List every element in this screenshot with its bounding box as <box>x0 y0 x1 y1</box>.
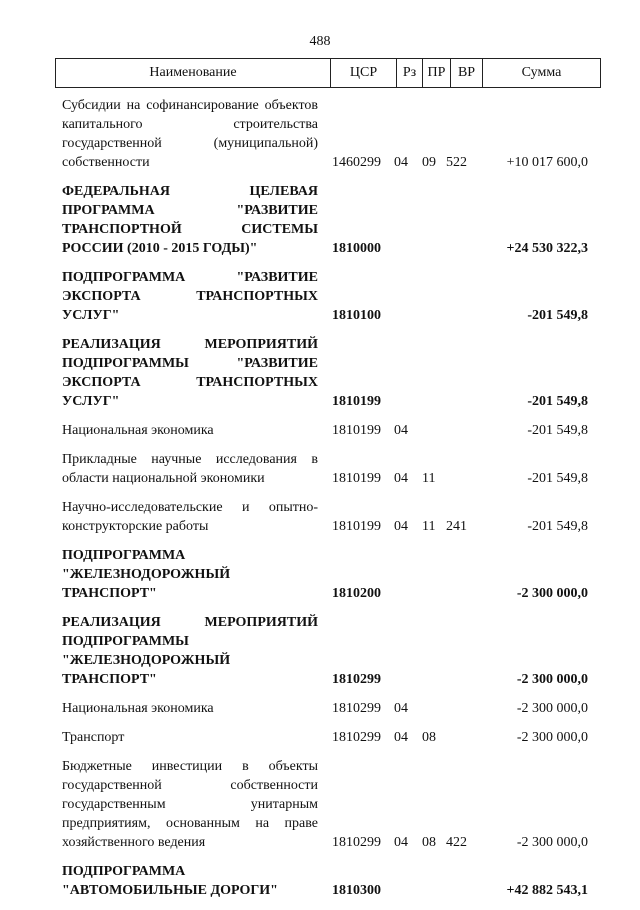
row-sum: +10 017 600,0 <box>506 155 588 170</box>
row-name: Научно-исследовательские и опытно-конструкторские работы <box>62 500 318 534</box>
row-csr: 1810100 <box>332 308 381 323</box>
row-name: Транспорт <box>62 730 125 745</box>
row-rz: 04 <box>394 423 408 438</box>
header-vr: ВР <box>451 59 483 88</box>
row-name: ПОДПРОГРАММА "АВТОМОБИЛЬНЫЕ ДОРОГИ" <box>62 864 278 898</box>
row-csr: 1810199 <box>332 471 381 486</box>
row-sum: -201 549,8 <box>527 423 588 438</box>
row-pr: 11 <box>422 519 436 534</box>
header-sum: Сумма <box>483 59 601 88</box>
row-name: Субсидии на софинансирование объектов капитального строительства государственной (муниципальной) собственности <box>62 98 318 170</box>
row-sum: -201 549,8 <box>527 471 588 486</box>
table-row <box>62 757 588 852</box>
table-row <box>62 96 588 172</box>
row-vr: 522 <box>446 155 467 170</box>
row-sum: -2 300 000,0 <box>516 672 588 687</box>
row-rz: 04 <box>394 471 408 486</box>
row-vr: 241 <box>446 519 467 534</box>
row-csr: 1810199 <box>332 519 381 534</box>
row-sum: +24 530 322,3 <box>506 241 588 256</box>
row-csr: 1810200 <box>332 586 381 601</box>
row-name: Национальная экономика <box>62 423 214 438</box>
row-name: Национальная экономика <box>62 701 214 716</box>
row-rz: 04 <box>394 835 408 850</box>
row-name: ФЕДЕРАЛЬНАЯ ЦЕЛЕВАЯ ПРОГРАММА "РАЗВИТИЕ ТРАНСПОРТНОЙ СИСТЕМЫ РОССИИ (2010 - 2015 ГОДЫ)" <box>62 184 318 256</box>
row-csr: 1810199 <box>332 394 381 409</box>
table-row <box>62 450 588 488</box>
row-sum: +42 882 543,1 <box>506 883 588 898</box>
table-row <box>62 546 588 603</box>
table-row <box>62 728 588 747</box>
row-name: РЕАЛИЗАЦИЯ МЕРОПРИЯТИЙ ПОДПРОГРАММЫ "ЖЕЛЕЗНОДОРОЖНЫЙ ТРАНСПОРТ" <box>62 615 318 687</box>
row-csr: 1810299 <box>332 835 381 850</box>
row-csr: 1810299 <box>332 730 381 745</box>
row-pr: 08 <box>422 835 436 850</box>
row-sum: -201 549,8 <box>527 308 588 323</box>
row-csr: 1810300 <box>332 883 381 898</box>
row-rz: 04 <box>394 519 408 534</box>
row-csr: 1810000 <box>332 241 381 256</box>
row-name: Бюджетные инвестиции в объекты государственной собственности государственным унитарным предприятиям, основанным на праве хозяйственного ведения <box>62 759 318 850</box>
header-rz: Рз <box>397 59 423 88</box>
header-csr: ЦСР <box>331 59 397 88</box>
row-csr: 1810299 <box>332 672 381 687</box>
row-rz: 04 <box>394 701 408 716</box>
table-row <box>62 335 588 411</box>
row-sum: -2 300 000,0 <box>516 730 588 745</box>
table-row <box>62 498 588 536</box>
table-row <box>62 182 588 258</box>
column-header-table <box>55 58 601 88</box>
row-name: РЕАЛИЗАЦИЯ МЕРОПРИЯТИЙ ПОДПРОГРАММЫ "РАЗВИТИЕ ЭКСПОРТА ТРАНСПОРТНЫХ УСЛУГ" <box>62 337 318 409</box>
page-number: 488 <box>309 34 331 49</box>
table-row <box>62 268 588 325</box>
header-name: Наименование <box>56 59 331 88</box>
row-rz: 04 <box>394 155 408 170</box>
table-row <box>62 862 588 900</box>
row-sum: -2 300 000,0 <box>516 586 588 601</box>
header-pr: ПР <box>423 59 451 88</box>
row-sum: -201 549,8 <box>527 519 588 534</box>
row-pr: 08 <box>422 730 436 745</box>
table-row <box>62 699 588 718</box>
row-name: Прикладные научные исследования в области национальной экономики <box>62 452 318 486</box>
row-sum: -2 300 000,0 <box>516 835 588 850</box>
row-csr: 1810199 <box>332 423 381 438</box>
row-pr: 11 <box>422 471 436 486</box>
table-row <box>62 421 588 440</box>
row-csr: 1460299 <box>332 155 381 170</box>
row-name: ПОДПРОГРАММА "ЖЕЛЕЗНОДОРОЖНЫЙ ТРАНСПОРТ" <box>62 548 231 601</box>
row-pr: 09 <box>422 155 436 170</box>
row-name: ПОДПРОГРАММА "РАЗВИТИЕ ЭКСПОРТА ТРАНСПОРТНЫХ УСЛУГ" <box>62 270 318 323</box>
budget-rows <box>62 96 588 910</box>
row-sum: -2 300 000,0 <box>516 701 588 716</box>
row-csr: 1810299 <box>332 701 381 716</box>
row-sum: -201 549,8 <box>527 394 588 409</box>
table-row <box>62 613 588 689</box>
row-rz: 04 <box>394 730 408 745</box>
row-vr: 422 <box>446 835 467 850</box>
